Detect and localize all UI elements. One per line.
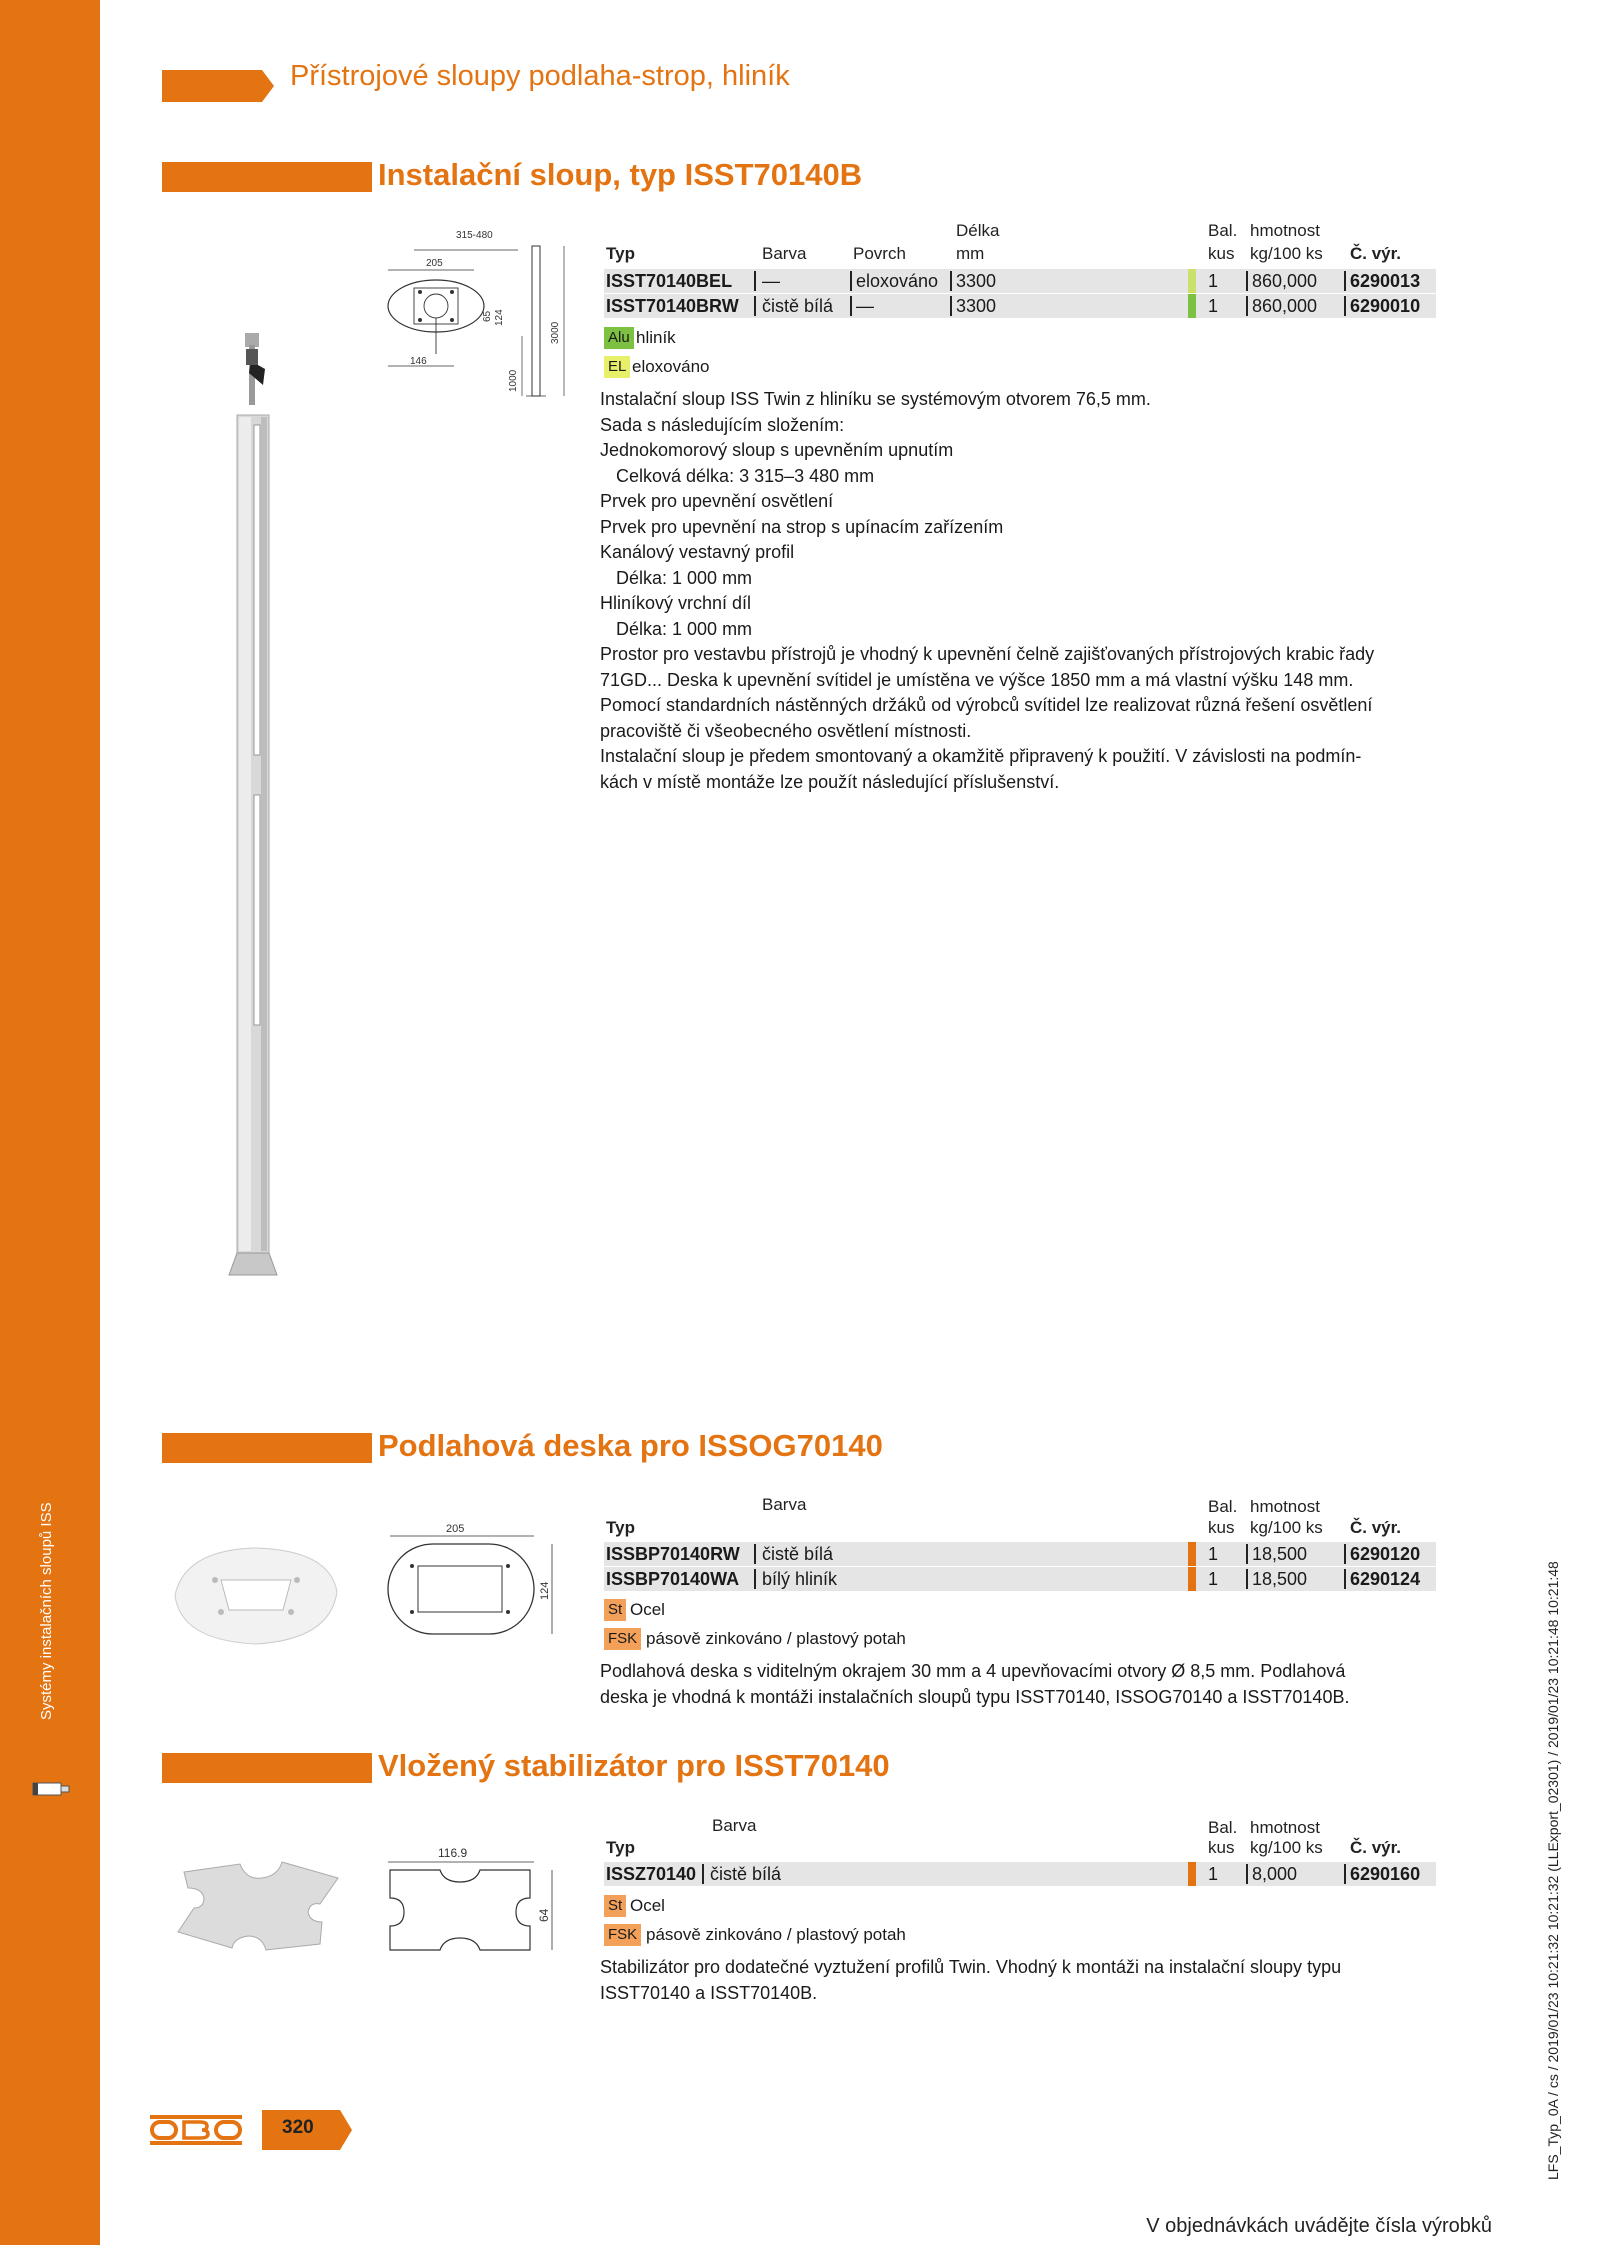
section-title: Vložený stabilizátor pro ISST70140 xyxy=(378,1748,890,1783)
table-row xyxy=(604,294,1436,318)
color-marker xyxy=(1188,1542,1196,1566)
cell-weight: 18,500 xyxy=(1252,1569,1308,1589)
cell-weight: 18,500 xyxy=(1252,1544,1308,1564)
dim-label: 124 xyxy=(539,1581,551,1600)
section-title: Podlahová deska pro ISSOG70140 xyxy=(378,1428,883,1463)
desc-line: Prvek pro upevnění na strop s upínacím zařízením xyxy=(600,516,1004,537)
desc-line: Kanálový vestavný profil xyxy=(600,542,795,562)
print-metadata: LFS_Typ_0A / cs / 2019/01/23 10:21:32 10:21:32 (LLExport_02301) / 2019/01/23 10:21:48 10:21:48 xyxy=(1545,1561,1561,2180)
col-header-surface: Povrch xyxy=(853,244,906,263)
col-header-length-1: Délka xyxy=(956,221,1000,240)
col-header-type: Typ xyxy=(606,244,635,263)
col-header-weight-2: kg/100 ks xyxy=(1250,1518,1323,1537)
chapter-marker xyxy=(162,70,274,102)
cell-color: čistě bílá xyxy=(762,1544,834,1564)
dim-label: 205 xyxy=(426,258,443,269)
section-title: Instalační sloup, typ ISST70140B xyxy=(378,157,863,192)
section-description xyxy=(600,387,1450,795)
col-header-weight-2: kg/100 ks xyxy=(1250,244,1323,263)
material-label: eloxováno xyxy=(632,357,710,376)
stabilizer-product-image xyxy=(170,1858,350,1953)
material-label: hliník xyxy=(636,328,676,347)
material-badge: Alu xyxy=(604,327,634,349)
cell-color: čistě bílá xyxy=(762,296,834,316)
table-row xyxy=(604,1862,1436,1886)
desc-line: Stabilizátor pro dodatečné vyztužení profilů Twin. Vhodný k montáži na instalační sloupy typu xyxy=(600,1957,1342,1977)
material-badge: St xyxy=(604,1895,626,1917)
cell-article-no: 6290013 xyxy=(1350,271,1421,291)
cell-pack: 1 xyxy=(1208,1864,1219,1884)
desc-line: Celková délka: 3 315–3 480 mm xyxy=(616,465,875,486)
desc-line: Pomocí standardních nástěnných držáků od výrobců svítidel lze realizovat různá řešení osvětlení xyxy=(600,695,1373,715)
desc-line: kách v místě montáže lze použít následující příslušenství. xyxy=(600,771,1060,792)
obo-logo xyxy=(150,2115,242,2145)
desc-line: Instalační sloup je předem smontovaný a okamžitě připravený k použití. V závislosti na podmín- xyxy=(600,746,1362,766)
dim-label: 1000 xyxy=(508,369,519,392)
col-header-article-no: Č. výr. xyxy=(1350,244,1402,263)
dim-label: 315-480 xyxy=(456,230,493,241)
cell-length: 3300 xyxy=(956,296,997,316)
section-marker xyxy=(162,162,372,192)
cell-surface: — xyxy=(856,296,874,316)
desc-line: Prvek pro upevnění osvětlení xyxy=(600,491,834,511)
cell-weight: 860,000 xyxy=(1252,296,1318,316)
desc-line: Instalační sloup ISS Twin z hliníku se systémovým otvorem 76,5 mm. xyxy=(600,389,1151,409)
dim-label: 64 xyxy=(537,1908,551,1922)
desc-line: Hliníkový vrchní díl xyxy=(600,593,752,613)
dim-label: 146 xyxy=(410,356,427,367)
floor-plate-product-image xyxy=(165,1540,345,1650)
cell-article-no: 6290160 xyxy=(1350,1864,1421,1884)
material-label: Ocel xyxy=(630,1896,665,1915)
col-header-weight-1: hmotnost xyxy=(1250,1497,1320,1516)
col-header-pack-2: kus xyxy=(1208,1518,1235,1537)
cell-surface: eloxováno xyxy=(856,271,939,291)
cell-type: ISSBP70140RW xyxy=(606,1544,740,1564)
cell-weight: 8,000 xyxy=(1252,1864,1298,1884)
desc-line: 71GD... Deska k upevnění svítidel je umístěna ve výšce 1850 mm a má vlastní výšku 148 mm. xyxy=(600,669,1354,690)
cell-pack: 1 xyxy=(1208,1544,1219,1564)
color-marker xyxy=(1188,269,1196,293)
col-header-type: Typ xyxy=(606,1518,635,1537)
material-badge: FSK xyxy=(604,1628,641,1650)
dim-label: 116.9 xyxy=(438,1846,468,1860)
page-number: 320 xyxy=(282,2117,314,2138)
col-header-pack-1: Bal. xyxy=(1208,1497,1238,1516)
col-header-color: Barva xyxy=(712,1816,757,1835)
material-badge: FSK xyxy=(604,1924,641,1946)
material-badge: St xyxy=(604,1599,626,1621)
desc-line: deska je vhodná k montáži instalačních sloupů typu ISST70140, ISSOG70140 a ISST70140B. xyxy=(600,1686,1350,1707)
desc-line: ISST70140 a ISST70140B. xyxy=(600,1982,818,2003)
dim-label: 205 xyxy=(446,1523,465,1535)
col-header-weight-1: hmotnost xyxy=(1250,1818,1320,1837)
material-badge: EL xyxy=(604,356,630,378)
section-marker xyxy=(162,1753,372,1783)
table-row xyxy=(604,1542,1436,1566)
desc-line: Sada s následujícím složením: xyxy=(600,414,845,435)
col-header-pack-2: kus xyxy=(1208,244,1235,263)
col-header-length-2: mm xyxy=(956,244,985,263)
column-product-image xyxy=(225,325,285,1285)
color-marker xyxy=(1188,294,1196,318)
cell-type: ISSZ70140 xyxy=(606,1864,697,1884)
desc-line: Prostor pro vestavbu přístrojů je vhodný k upevnění čelně zajišťovaných přístrojových krabic řady xyxy=(600,644,1375,664)
desc-line: Jednokomorový sloup s upevněním upnutím xyxy=(600,440,954,460)
col-header-pack-1: Bal. xyxy=(1208,221,1238,240)
cell-pack: 1 xyxy=(1208,271,1219,291)
footer-note: V objednávkách uvádějte čísla výrobků xyxy=(1146,2215,1492,2237)
material-label: Ocel xyxy=(630,1600,665,1619)
cell-type: ISST70140BRW xyxy=(606,296,739,316)
floor-plate-dimension-drawing xyxy=(384,1518,564,1648)
table-row xyxy=(604,1567,1436,1591)
material-label: pásově zinkováno / plastový potah xyxy=(646,1925,906,1944)
color-marker xyxy=(1188,1862,1196,1886)
cell-pack: 1 xyxy=(1208,296,1219,316)
section-marker xyxy=(162,1433,372,1463)
desc-line: Délka: 1 000 mm xyxy=(616,618,753,639)
stabilizer-dimension-drawing xyxy=(384,1842,564,1962)
dim-label: 3000 xyxy=(550,321,561,344)
section-description xyxy=(600,1955,1450,2006)
cell-color: čistě bílá xyxy=(710,1864,782,1884)
sidebar-band xyxy=(0,0,100,2245)
chapter-title: Přístrojové sloupy podlaha-strop, hliník xyxy=(290,60,790,92)
cell-type: ISST70140BEL xyxy=(606,271,733,291)
col-header-color: Barva xyxy=(762,244,807,263)
col-header-type: Typ xyxy=(606,1838,635,1857)
material-label: pásově zinkováno / plastový potah xyxy=(646,1629,906,1648)
cell-color: — xyxy=(762,271,780,291)
desc-line: Délka: 1 000 mm xyxy=(616,567,753,588)
col-header-color: Barva xyxy=(762,1495,807,1514)
col-header-pack-2: kus xyxy=(1208,1838,1235,1857)
cell-pack: 1 xyxy=(1208,1569,1219,1589)
cell-color: bílý hliník xyxy=(762,1569,838,1589)
col-header-article-no: Č. výr. xyxy=(1350,1838,1402,1857)
cell-type: ISSBP70140WA xyxy=(606,1569,740,1589)
dim-label: 65 xyxy=(482,310,493,322)
cell-article-no: 6290010 xyxy=(1350,296,1421,316)
dim-label: 124 xyxy=(494,309,505,326)
column-bracket-icon xyxy=(32,1780,70,1798)
section-description xyxy=(600,1659,1450,1710)
cell-article-no: 6290120 xyxy=(1350,1544,1421,1564)
column-dimension-drawing xyxy=(384,226,574,404)
cell-article-no: 6290124 xyxy=(1350,1569,1421,1589)
table-row xyxy=(604,269,1436,293)
color-marker xyxy=(1188,1567,1196,1591)
col-header-weight-1: hmotnost xyxy=(1250,221,1320,240)
col-header-article-no: Č. výr. xyxy=(1350,1518,1402,1537)
col-header-pack-1: Bal. xyxy=(1208,1818,1238,1837)
cell-weight: 860,000 xyxy=(1252,271,1318,291)
desc-line: Podlahová deska s viditelným okrajem 30 mm a 4 upevňovacími otvory Ø 8,5 mm. Podlahová xyxy=(600,1661,1346,1681)
sidebar-vertical-text: Systémy instalačních sloupů ISS xyxy=(38,1502,55,1720)
desc-line: pracoviště či všeobecného osvětlení místnosti. xyxy=(600,720,972,741)
col-header-weight-2: kg/100 ks xyxy=(1250,1838,1323,1857)
cell-length: 3300 xyxy=(956,271,997,291)
